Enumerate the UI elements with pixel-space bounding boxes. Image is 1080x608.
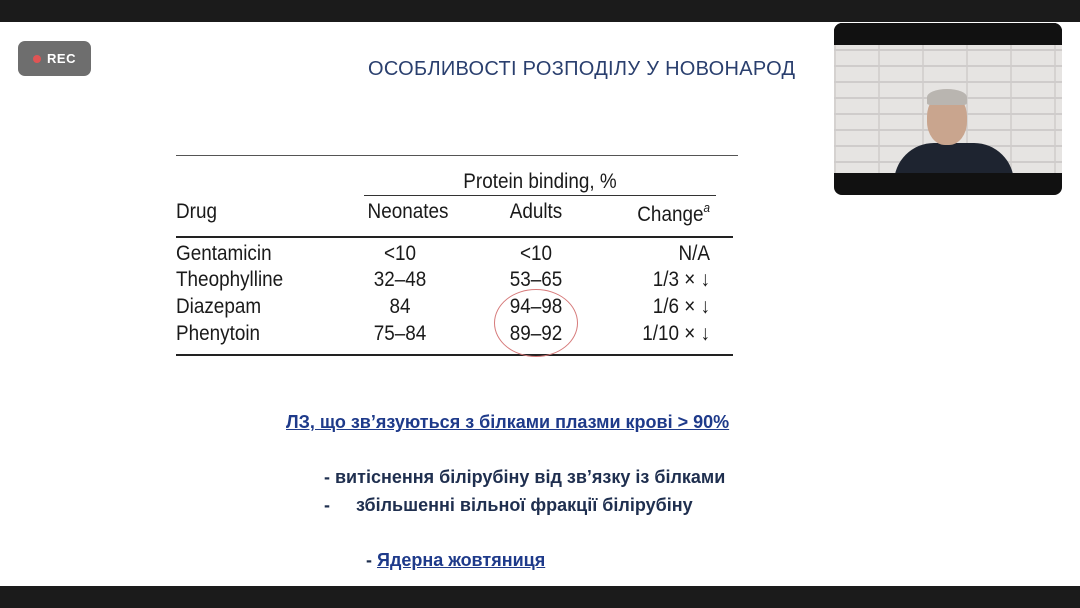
video-letterbox-top	[834, 23, 1062, 45]
column-header-adults: Adults	[509, 200, 563, 223]
table-row-neonates: 32–48	[373, 268, 427, 291]
table-row-change: N/A	[678, 242, 710, 265]
change-footnote-marker: a	[703, 200, 710, 215]
table-row-neonates: 75–84	[373, 322, 427, 345]
recording-indicator[interactable]	[18, 41, 91, 76]
column-header-drug: Drug	[176, 200, 217, 223]
kernicterus-label: Ядерна жовтяниця	[377, 550, 546, 570]
bullet-bilirubin-displacement: - витіснення білірубіну від зв’язку із білками	[324, 467, 726, 487]
table-row-drug: Phenytoin	[176, 322, 261, 345]
bottom-bar	[0, 586, 1080, 608]
highlight-circle-annotation	[494, 289, 578, 357]
bullet-dash: -	[324, 495, 330, 515]
table-row-neonates: 84	[389, 295, 411, 318]
table-row-adults: 94–98	[509, 295, 563, 318]
table-row-change: 1/6 × ↓	[652, 295, 710, 318]
table-row-adults: <10	[519, 242, 553, 265]
video-letterbox-bottom	[834, 173, 1062, 195]
participant-video-tile[interactable]	[834, 23, 1062, 195]
table-rule-subheader	[364, 195, 716, 196]
slide-title: ОСОБЛИВОСТІ РОЗПОДІЛУ У НОВОНАРОД	[368, 58, 796, 80]
table-rule-bottom	[176, 354, 733, 356]
table-row-neonates: <10	[383, 242, 417, 265]
table-row-adults: 89–92	[509, 322, 563, 345]
table-rule-header	[176, 236, 733, 238]
participant-hair	[927, 89, 967, 105]
table-row-drug: Gentamicin	[176, 242, 272, 265]
record-dot-icon	[33, 55, 41, 63]
top-bar	[0, 0, 1080, 22]
recording-label: REC	[47, 51, 76, 66]
column-header-change	[593, 200, 710, 227]
table-row-change: 1/3 × ↓	[652, 268, 710, 291]
table-rule-top	[176, 155, 738, 156]
table-row-change: 1/10 × ↓	[642, 322, 710, 345]
bullet-kernicterus	[366, 550, 545, 571]
notes-heading: ЛЗ, що зв’язуються з білками плазми крові > 90%	[286, 412, 730, 432]
bullet-dash: -	[366, 550, 377, 570]
column-header-neonates: Neonates	[367, 200, 449, 223]
table-row-drug: Diazepam	[176, 295, 262, 318]
table-row-adults: 53–65	[509, 268, 563, 291]
table-row-drug: Theophylline	[176, 268, 284, 291]
table-group-header: Protein binding, %	[463, 170, 617, 193]
bullet-free-bilirubin: збільшенні вільної фракції білірубіну	[356, 495, 693, 515]
change-label: Change	[637, 203, 704, 226]
